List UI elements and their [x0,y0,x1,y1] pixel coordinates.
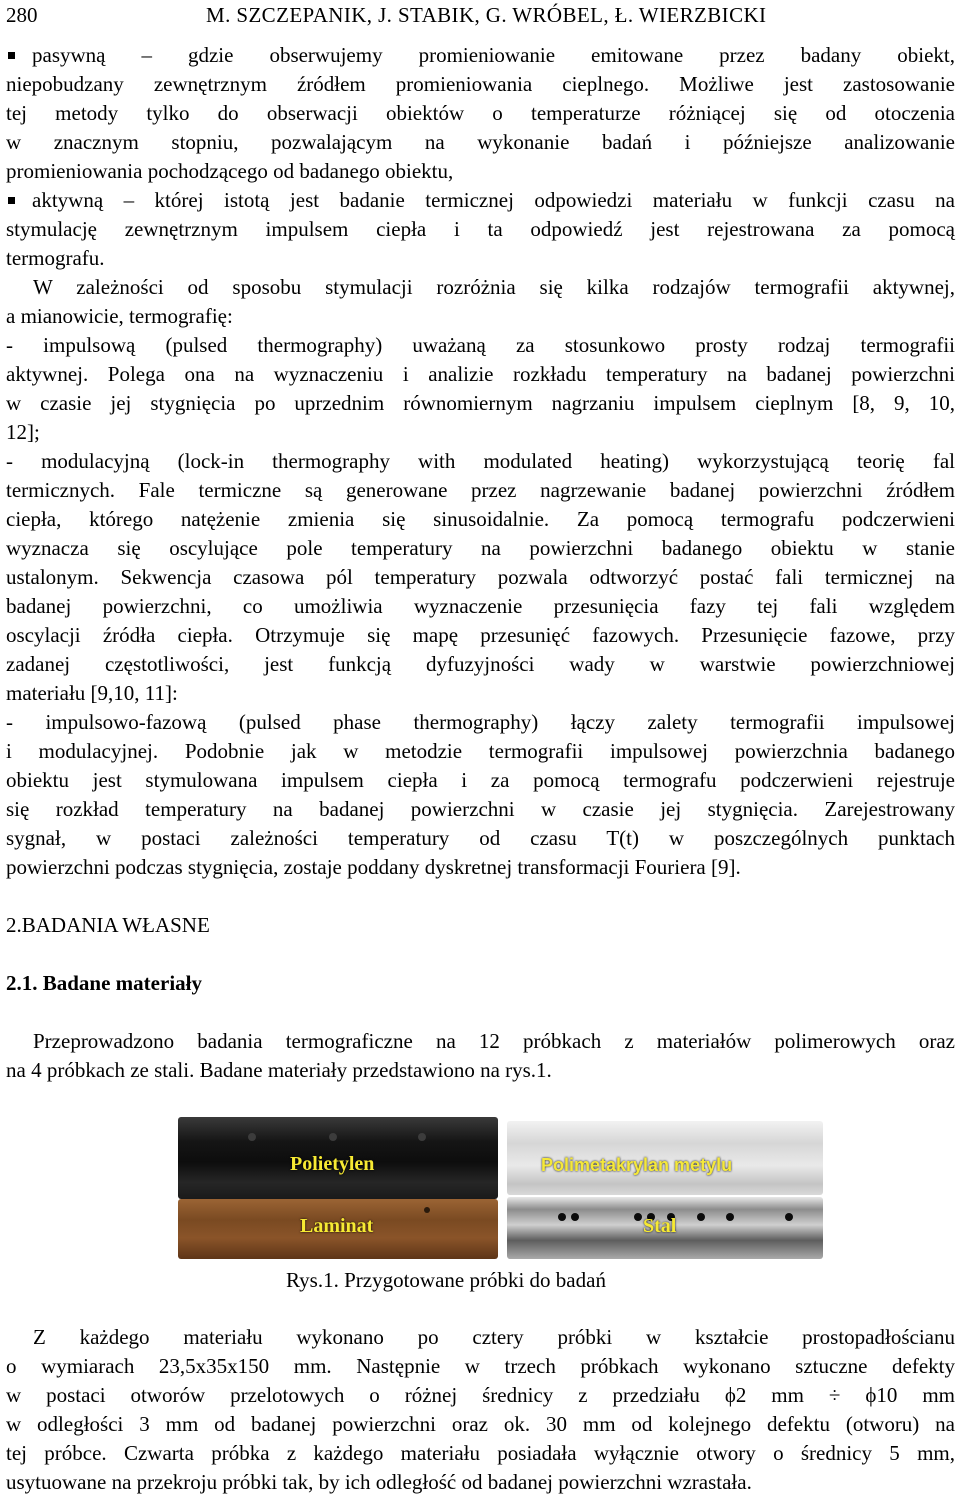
authors: M. SZCZEPANIK, J. STABIK, G. WRÓBEL, Ł. WIERZBICKI [206,3,767,27]
text-line: sygnał, w postaci zależności temperatury od czasu T(t) w poszczególnych punktach [6,826,955,850]
text-line: W zależności od sposobu stymulacji rozróżnia się kilka rodzajów termografii aktywnej, [33,275,955,299]
text-line: a mianowicie, termografię: [6,304,233,328]
label-polyethylene: Polietylen [290,1153,375,1175]
text-line: stymulację zewnętrznym impulsem ciepła i ta odpowiedź jest rejestrowana za pomocą [6,217,955,241]
text-line: w znacznym stopniu, pozwalającym na wykonanie badań i późniejsze analizowanie [6,130,955,154]
text-line: ustalonym. Sekwencja czasowa pól temperatury pozwala odtworzyć postać fali termicznej na [6,565,955,589]
text-line: się rozkład temperatury na badanej powierzchni w czasie jej stygnięcia. Zarejestrowany [6,797,955,821]
text-line: Z każdego materiału wykonano po cztery próbki w kształcie prostopadłościanu [33,1325,955,1349]
label-steel: Stal [643,1215,677,1237]
bullet-square-icon [8,52,15,59]
text-line: materiału [9,10, 11]: [6,681,178,705]
text-line: w odległości 3 mm od badanej powierzchni oraz ok. 30 mm od kolejnego defektu (otworu) na [6,1412,955,1436]
text-line: ciepła, którego natężenie zmienia się sinusoidalnie. Za pomocą termografu podczerwieni [6,507,955,531]
text-line: w postaci otworów przelotowych o różnej średnicy z przedziału ϕ2 mm ÷ ϕ10 mm [6,1383,955,1407]
text-line: tej próbce. Czwarta próbka z każdego materiału posiadała wyłącznie otwory o średnicy 5 mm, [6,1441,955,1465]
bullet-passive [6,41,955,70]
bullet-active [6,186,955,215]
text-line: o wymiarach 23,5x35x150 mm. Następnie w trzech próbkach wykonano sztuczne defekty [6,1354,955,1378]
subsection-heading: 2.1. Badane materiały [6,971,202,995]
text-line: usytuowane na przekroju próbki tak, by ich odległość od badanej powierzchni wzrastała. [6,1470,752,1494]
text-line: - impulsową (pulsed thermography) uważaną za stosunkowo prosty rodzaj termografii [6,333,955,357]
sample-photo-pmma [507,1121,823,1195]
text-line: powierzchni podczas stygnięcia, zostaje poddany dyskretnej transformacji Fouriera [9]. [6,855,741,879]
text-line: termicznych. Fale termiczne są generowane przez nagrzewanie badanej powierzchni źródłem [6,478,955,502]
text-line: tej metody tylko do obserwacji obiektów o temperaturze różniącej się od otoczenia [6,101,955,125]
bullet-square-icon [8,197,15,204]
sample-photo-laminate [178,1199,498,1259]
text-line: niepobudzany zewnętrznym źródłem promieniowania cieplnego. Możliwe jest zastosowanie [6,72,955,96]
sample-photo-polyethylene [178,1117,498,1199]
text-line: zadanej częstotliwości, jest funkcją dyfuzyjności wady w warstwie powierzchniowej [6,652,955,676]
text-line: Przeprowadzono badania termograficzne na 12 próbkach z materiałów polimerowych oraz [33,1029,955,1053]
section-heading: 2.BADANIA WŁASNE [6,913,210,937]
text-line: - modulacyjną (lock-in thermography with modulated heating) wykorzystującą teorię fal [6,449,955,473]
sample-photo-steel [507,1197,823,1259]
text-line: i modulacyjnej. Podobnie jak w metodzie termografii impulsowej powierzchnia badanego [6,739,955,763]
text-line: 12]; [6,420,40,444]
text-line: aktywnej. Polega ona na wyznaczeniu i analizie rozkładu temperatury na badanej powierzchni [6,362,955,386]
text-line: na 4 próbkach ze stali. Badane materiały przedstawiono na rys.1. [6,1058,552,1082]
label-laminate: Laminat [300,1215,374,1237]
text-line: promieniowania pochodzącego od badanego obiektu, [6,159,454,183]
text-line: oscylacji źródła ciepła. Otrzymuje się mapę przesunięć fazowych. Przesunięcie fazowe, przy [6,623,955,647]
text-line: - impulsowo-fazową (pulsed phase thermography) łączy zalety termografii impulsowej [6,710,955,734]
text-line: w czasie jej stygnięcia po uprzednim równomiernym nagrzaniu impulsem cieplnym [8, 9, 10, [6,391,955,415]
text-line: aktywną – której istotą jest badanie termicznej odpowiedzi materiału w funkcji czasu na [32,188,955,212]
text-line: wyznacza się oscylujące pole temperatury na powierzchni badanego obiektu w stanie [6,536,955,560]
figure-caption: Rys.1. Przygotowane próbki do badań [286,1268,606,1292]
running-header [6,0,955,30]
page-number: 280 [6,3,38,27]
text-line: termografu. [6,246,105,270]
label-pmma: Polimetakrylan metylu [541,1155,733,1175]
text-line: obiektu jest stymulowana impulsem ciepła i za pomocą termografu podczerwieni rejestruje [6,768,955,792]
text-line: pasywną – gdzie obserwujemy promieniowanie emitowane przez badany obiekt, [32,43,955,67]
text-line: badanej powierzchni, co umożliwia wyznaczenie przesunięcia fazy tej fali względem [6,594,955,618]
